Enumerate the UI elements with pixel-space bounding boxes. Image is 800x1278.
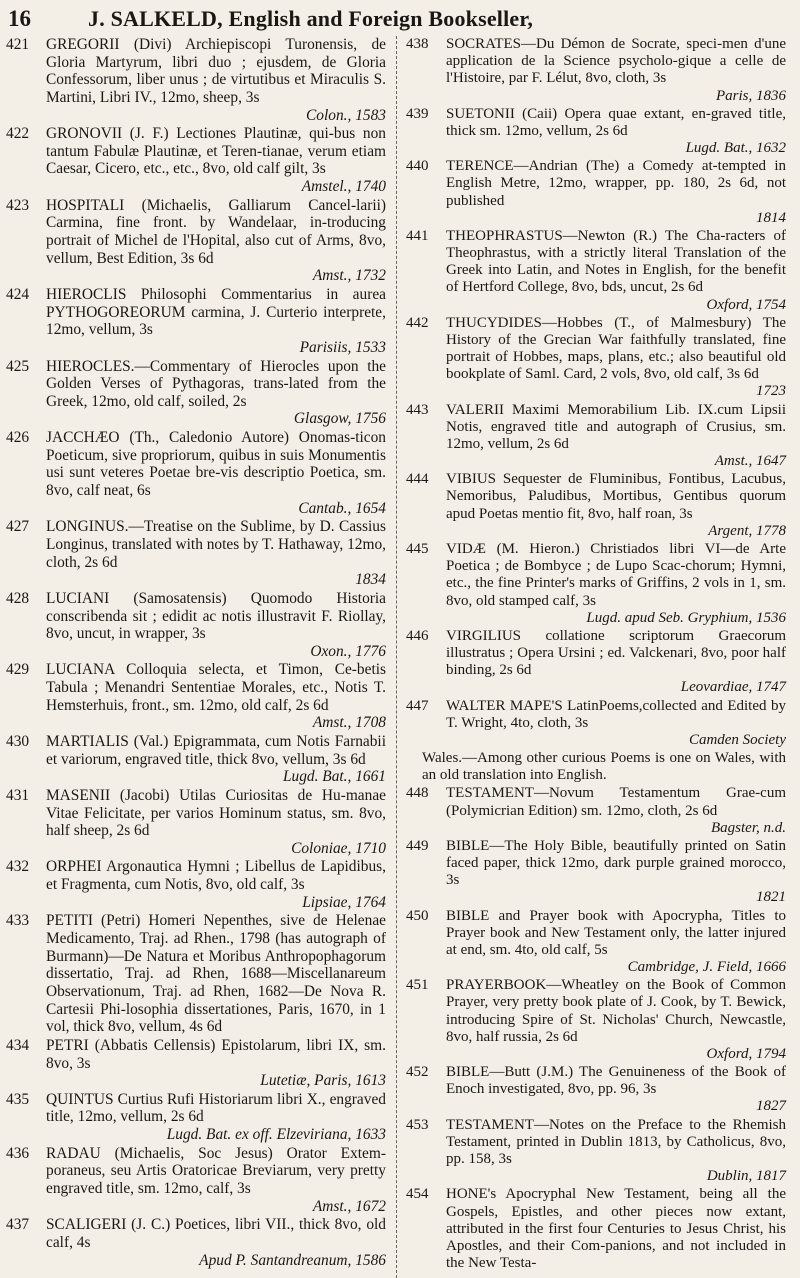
entry-description: BIBLE—The Holy Bible, beautifully printed on Satin faced paper, thick 12mo, dark purple grained morocco, 3s	[446, 837, 786, 889]
entry-number: 422	[6, 125, 30, 143]
catalog-entry	[406, 628, 786, 697]
entry-number: 448	[406, 785, 429, 802]
page-header	[0, 0, 800, 34]
entry-number: 429	[6, 661, 30, 679]
entry-number: 438	[406, 36, 429, 52]
entry-number: 426	[6, 429, 30, 447]
catalog-entry	[6, 197, 386, 285]
entry-imprint: 1834	[355, 571, 386, 589]
entry-number: 435	[6, 1090, 30, 1108]
entry-imprint: Coloniae, 1710	[291, 839, 386, 857]
catalog-entry	[6, 1091, 386, 1144]
entry-number: 427	[6, 518, 30, 536]
catalog-entry	[6, 518, 386, 589]
entry-description: VALERII Maximi Memorabilium Lib. IX.cum Lipsii Notis, engraved title and autograph of Crusius, sm. 12mo, vellum, 2s 6d	[446, 401, 786, 452]
catalog-entry	[406, 541, 786, 627]
entry-imprint: Oxford, 1754	[706, 296, 786, 313]
catalog-entry	[406, 471, 786, 540]
entry-number: 440	[406, 158, 429, 175]
catalog-entry	[6, 286, 386, 357]
entry-description: BIBLE and Prayer book with Apocrypha, Titles to Prayer book and New Testament only, the latter injured at end, sm. 4to, old calf, 5s	[446, 907, 786, 958]
catalog-entry	[406, 315, 786, 401]
entry-number: 454	[406, 1186, 429, 1203]
entry-number: 423	[6, 196, 30, 214]
entry-description: PETRI (Abbatis Cellensis) Epistolarum, libri IX, sm. 8vo, 3s	[46, 1036, 386, 1072]
catalog-entry	[6, 1037, 386, 1090]
entry-number: 443	[406, 401, 429, 418]
catalog-entry	[406, 977, 786, 1063]
entry-number: 445	[406, 540, 429, 557]
right-column	[406, 36, 786, 1273]
entry-description: HIEROCLIS Philosophi Commentarius in aurea PYTHOGOREORUM carmina, J. Curterio interprete, 12mo, vellum, 3s	[46, 285, 386, 339]
entry-imprint: Camden Society	[688, 731, 786, 748]
entry-imprint: Colon., 1583	[306, 106, 386, 124]
entry-imprint: Amst., 1732	[312, 267, 386, 285]
entry-description: ORPHEI Argonautica Hymni ; Libellus de Lapidibus, et Fragmenta, cum Notis, 8vo, old calf, 3s	[46, 858, 386, 894]
catalog-entry	[406, 1064, 786, 1116]
page-number: 16	[8, 6, 31, 31]
entry-number: 442	[406, 314, 429, 331]
entry-imprint: Argent, 1778	[708, 522, 786, 539]
entry-description: SUETONII (Caii) Opera quae extant, en-graved title, thick sm. 12mo, vellum, 2s 6d	[446, 105, 786, 139]
catalog-entry	[6, 912, 386, 1035]
entry-description: QUINTUS Curtius Rufi Historiarum libri X., engraved title, 12mo, vellum, 2s 6d	[46, 1090, 386, 1126]
entry-imprint: 1821	[756, 889, 786, 906]
entry-number: 437	[6, 1216, 30, 1234]
entry-description: THUCYDIDES—Hobbes (T., of Malmesbury) The History of the Grecian War faithfully translated, fine portrait of Hobbes, maps, plans, etc.; also beautiful old bookplate of Saml. Card, 2 vols, 8vo, old calf, 3s 6d	[446, 314, 786, 383]
catalog-entry	[406, 785, 786, 837]
entry-description: BIBLE—Butt (J.M.) The Genuineness of the Book of Enoch investigated, 8vo, pp. 96, 3s	[446, 1064, 786, 1098]
entry-number: 446	[406, 627, 429, 644]
entry-number: 425	[6, 357, 30, 375]
running-title: J. SALKELD, English and Foreign Bookseller,	[88, 6, 534, 31]
entry-number: 449	[406, 837, 429, 854]
entry-description: LUCIANI (Samosatensis) Quomodo Historia conscribenda sit ; edidit ac notis illustravit F. Riollay, 8vo, uncut, in wrapper, 3s	[46, 589, 386, 643]
catalog-entry	[6, 733, 386, 786]
entry-description: HOSPITALI (Michaelis, Galliarum Cancel-larii) Carmina, fine front. by Wandelaar, in-troducing portrait of Michel de l'Hopital, also cut of Arms, 8vo, vellum, Best Edition, 3s 6d	[46, 196, 386, 267]
entry-number: 434	[6, 1036, 30, 1054]
entry-description: JACCHÆO (Th., Caledonio Autore) Onomas-ticon Poeticum, sive propriorum, quibus in suis Monumentis usi sunt veteres Poetae bre-vis descriptio Poetica, sm. 8vo, calf neat, 6s	[46, 429, 386, 500]
entry-imprint: Lipsiae, 1764	[302, 893, 386, 911]
catalog-entry	[6, 858, 386, 911]
entry-imprint: 1723	[756, 383, 786, 400]
entry-description: GRONOVII (J. F.) Lectiones Plautinæ, qui-bus non tantum Fabulæ Plautinæ, et Teren-tianae, verum etiam Caesar, Cicero, etc., etc., 8vo, old calf gilt, 3s	[46, 125, 386, 178]
entry-description: LONGINUS.—Treatise on the Sublime, by D. Cassius Longinus, translated with notes by T. Hathaway, 12mo, cloth, 2s 6d	[46, 518, 386, 571]
left-column	[6, 36, 386, 1270]
entry-imprint: Parisiis, 1533	[299, 338, 386, 356]
entry-description: VIRGILIUS collatione scriptorum Graecorum illustratus ; Opera Ursini ; ed. Valckenari, 8vo, poor half binding, 2s 6d	[446, 627, 786, 679]
catalog-entry	[406, 1117, 786, 1186]
catalog-entry	[406, 402, 786, 471]
entry-number: 447	[406, 697, 429, 714]
entry-description: GREGORII (Divi) Archiepiscopi Turonensis, de Gloria Martyrum, libri duo ; ejusdem, de Gloria Confessorum, liber unus ; de virtutibus et Miraculis S. Martini, Libri IV., 12mo, sheep, 3s	[46, 36, 386, 106]
entry-imprint: Oxford, 1794	[706, 1045, 786, 1062]
catalog-entry	[406, 228, 786, 314]
entry-number: 432	[6, 858, 30, 876]
catalog-entry	[6, 358, 386, 429]
column-divider	[396, 36, 398, 1278]
entry-description: MASENII (Jacobi) Utilas Curiositas de Hu-manae Vitae Felicitate, per varios Hominum status, sm. 8vo, half sheep, 2s 6d	[46, 786, 386, 840]
entry-description: SCALIGERI (J. C.) Poetices, libri VII., thick 8vo, old calf, 4s	[46, 1216, 386, 1251]
entry-description: TERENCE—Andrian (The) a Comedy at-tempted in English Metre, 12mo, wrapper, pp. 180, 2s 6d, not published	[446, 158, 786, 209]
entry-imprint: Cambridge, J. Field, 1666	[627, 959, 786, 976]
entry-description: TESTAMENT—Novum Testamentum Grae-cum (Polymicrian Edition) sm. 12mo, cloth, 2s 6d	[446, 785, 786, 819]
entry-imprint: Amst., 1672	[312, 1197, 386, 1215]
entry-number: 441	[406, 227, 429, 244]
entry-imprint: Lugd. Bat., 1661	[282, 768, 386, 786]
catalog-entry	[6, 429, 386, 517]
entry-imprint: 1827	[756, 1098, 786, 1115]
catalog-entry	[6, 661, 386, 732]
entry-imprint: 1814	[756, 209, 786, 226]
entry-description: PRAYERBOOK—Wheatley on the Book of Common Prayer, very pretty book plate of J. Cook, by T. Bewick, introducing Spire of St. Nicholas' Church, Newcastle, 8vo, half russia, 2s 6d	[446, 977, 786, 1045]
entry-number: 453	[406, 1116, 429, 1133]
catalog-entry	[6, 1216, 386, 1269]
catalog-entry	[6, 36, 386, 124]
entry-number: 424	[6, 285, 30, 303]
catalog-entry	[6, 125, 386, 196]
entry-description: HIEROCLES.—Commentary of Hierocles upon the Golden Verses of Pythagoras, trans-lated from the Greek, 12mo, old calf, soiled, 2s	[46, 357, 386, 410]
entry-number: 452	[406, 1064, 429, 1081]
entry-imprint: Lugd. Bat. ex off. Elzeviriana, 1633	[166, 1126, 386, 1144]
entry-number: 439	[406, 105, 429, 122]
entry-imprint: Cantab., 1654	[298, 499, 386, 517]
catalog-entry	[6, 1145, 386, 1216]
entry-description: WALTER MAPE'S LatinPoems,collected and Edited by T. Wright, 4to, cloth, 3s	[446, 697, 786, 731]
entry-imprint: Amst., 1647	[714, 453, 786, 470]
entry-imprint: Paris, 1836	[715, 87, 786, 104]
catalog-entry	[6, 787, 386, 858]
entry-description: VIBIUS Sequester de Fluminibus, Fontibus, Lacubus, Nemoribus, Paludibus, Mortibus, Gentibus quorum apud Poetas mentio fit, 8vo, half roan, 3s	[446, 471, 786, 522]
entry-imprint: Bagster, n.d.	[711, 819, 786, 836]
entry-number: 450	[406, 907, 429, 924]
entry-number: 433	[6, 912, 30, 930]
catalog-entry	[406, 1186, 786, 1272]
entry-description: PETITI (Petri) Homeri Nepenthes, sive de Helenae Medicamento, Traj. ad Rhen., 1798 (has autograph of Burmann)—De Natura et Moribus Anthropophagorum dissertatio, Traj. ad Rhen, 1688—Miscellanareum Observationum, Traj. ad Rhen, 1682—De Nova R. Cartesii Phi-losophia dissertationes, Paris, 1670, in 1 vol, thick 8vo, vellum, 4s 6d	[46, 912, 386, 1036]
catalog-entry	[6, 590, 386, 661]
entry-number: 444	[406, 471, 429, 488]
entry-number: 451	[406, 977, 429, 994]
catalog-entry	[406, 36, 786, 105]
entry-imprint: Oxon., 1776	[310, 642, 386, 660]
entry-imprint: Leovardiae, 1747	[680, 679, 786, 696]
entry-imprint: Glasgow, 1756	[293, 410, 386, 428]
entry-description: THEOPHRASTUS—Newton (R.) The Cha-racters of Theophrastus, with a strictly literal Translation of the Greek into Latin, and Notes in English, for the benefit of Hertford College, 8vo, bds, uncut, 2s 6d	[446, 227, 786, 296]
entry-imprint: Dublin, 1817	[706, 1168, 786, 1185]
entry-number: 430	[6, 732, 30, 750]
catalog-entry	[406, 698, 786, 750]
entry-description: VIDÆ (M. Hieron.) Christiados libri VI—de Arte Poetica ; de Bombyce ; de Lupo Scac-chorum; Hymni, etc., the fine Printer's marks of Griffins, 2 vols in 1, sm. 8vo, old stamped calf, 3s	[446, 540, 786, 609]
catalog-note: Wales.—Among other curious Poems is one on Wales, with an old translation into English.	[422, 750, 786, 784]
catalog-entry	[406, 838, 786, 907]
entry-description: LUCIANA Colloquia selecta, et Timon, Ce-betis Tabula ; Menandri Sententiae Morales, etc., Notis T. Hemsterhuis, front., sm. 12mo, old calf, 2s 6d	[46, 661, 386, 714]
entry-description: MARTIALIS (Val.) Epigrammata, cum Notis Farnabii et variorum, engraved title, thick 8vo, vellum, 3s 6d	[46, 732, 386, 768]
entry-number: 421	[6, 36, 30, 53]
entry-imprint: Apud P. Santandreanum, 1586	[199, 1251, 386, 1269]
entry-imprint: Lutetiæ, Paris, 1613	[260, 1072, 386, 1090]
catalog-entry	[406, 158, 786, 227]
entry-number: 431	[6, 786, 30, 804]
entry-imprint: Lugd. Bat., 1632	[685, 140, 786, 157]
entry-number: 436	[6, 1144, 30, 1162]
entry-description: RADAU (Michaelis, Soc Jesus) Orator Extem-poraneus, seu Artis Oratoricae Breviarum, very pretty engraved title, sm. 12mo, calf, 3s	[46, 1144, 386, 1197]
entry-number: 428	[6, 589, 30, 607]
entry-imprint: Amst., 1708	[312, 714, 386, 732]
entry-description: HONE's Apocryphal New Testament, being all the Gospels, Epistles, and other pieces now extant, attributed in the first four Centuries to Jesus Christ, his Apostles, and their Com-panions, and not included in the New Testa-	[446, 1186, 786, 1272]
entry-description: SOCRATES—Du Démon de Socrate, speci-men d'une application de la Science psycholo-gique a celle de l'Histoire, par F. Lélut, 8vo, cloth, 3s	[446, 36, 786, 87]
entry-imprint: Amstel., 1740	[301, 178, 386, 196]
catalog-entry	[406, 106, 786, 158]
entry-imprint: Lugd. apud Seb. Gryphium, 1536	[586, 609, 786, 626]
catalog-entry	[406, 908, 786, 977]
entry-description: TESTAMENT—Notes on the Preface to the Rhemish Testament, printed in Dublin 1813, by Catholicus, 8vo, pp. 158, 3s	[446, 1116, 786, 1167]
